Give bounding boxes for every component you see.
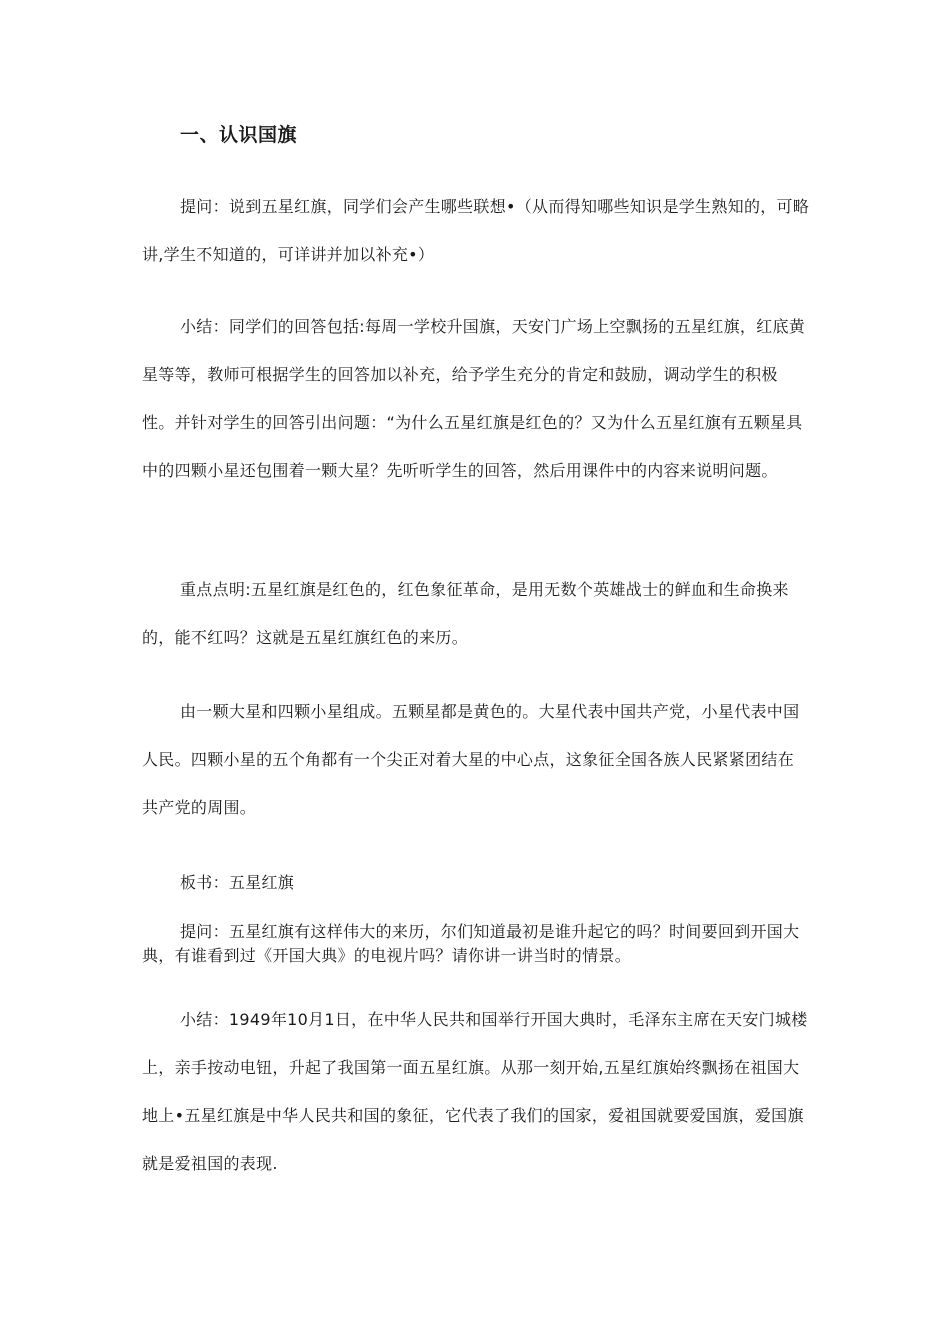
question-paragraph-founding-ceremony: 提问：五星红旗有这样伟大的来历，尔们知道最初是谁升起它的吗？时间要回到开国大典，有谁看到过《开国大典》的电视片吗？请你讲一讲当时的情景。: [142, 922, 800, 965]
stars-meaning-paragraph: 由一颗大星和四颗小星组成。五颗星都是黄色的。大星代表中国共产党，小星代表中国人民。四颗小星的五个角都有一个尖正对着大星的中心点，这象征全国各族人民紧紧团结在共产党的周围。: [142, 702, 800, 817]
blackboard-note: 板书：五星红旗: [180, 873, 295, 892]
summary-paragraph-student-answers: 小结：同学们的回答包括:每周一学校升国旗，天安门广场上空飘扬的五星红旗，红底黄星等等，教师可根据学生的回答加以补充，给予学生充分的肯定和鼓励，调动学生的积极性。并针对学生的回答引出问题：“为什么五星红旗是红色的？又为什么五星红旗有五颗星具中的四颗小星还包围着一颗大星？先听听学生的回答，然后用课件中的内容来说明问题。: [142, 317, 806, 480]
key-point-paragraph-red-color: 重点点明:五星红旗是红色的，红色象征革命，是用无数个英雄战士的鲜血和生命换来的，能不红吗？这就是五星红旗红色的来历。: [142, 580, 789, 647]
summary-paragraph-first-flag: 小结：1949年10月1日，在中华人民共和国举行开国大典时，毛泽东主席在天安门城楼上，亲手按动电钮，升起了我国第一面五星红旗。从那一刻开始,五星红旗始终飘扬在祖国大地上•五星红旗是中华人民共和国的象征，它代表了我们的国家，爱祖国就要爱国旗，爱国旗就是爱祖国的表现.: [142, 1010, 808, 1173]
question-paragraph-associations: 提问：说到五星红旗，同学们会产生哪些联想•（从而得知哪些知识是学生熟知的，可略讲,学生不知道的，可详讲并加以补充•）: [142, 197, 810, 264]
section-heading: 一、认识国旗: [180, 124, 298, 146]
